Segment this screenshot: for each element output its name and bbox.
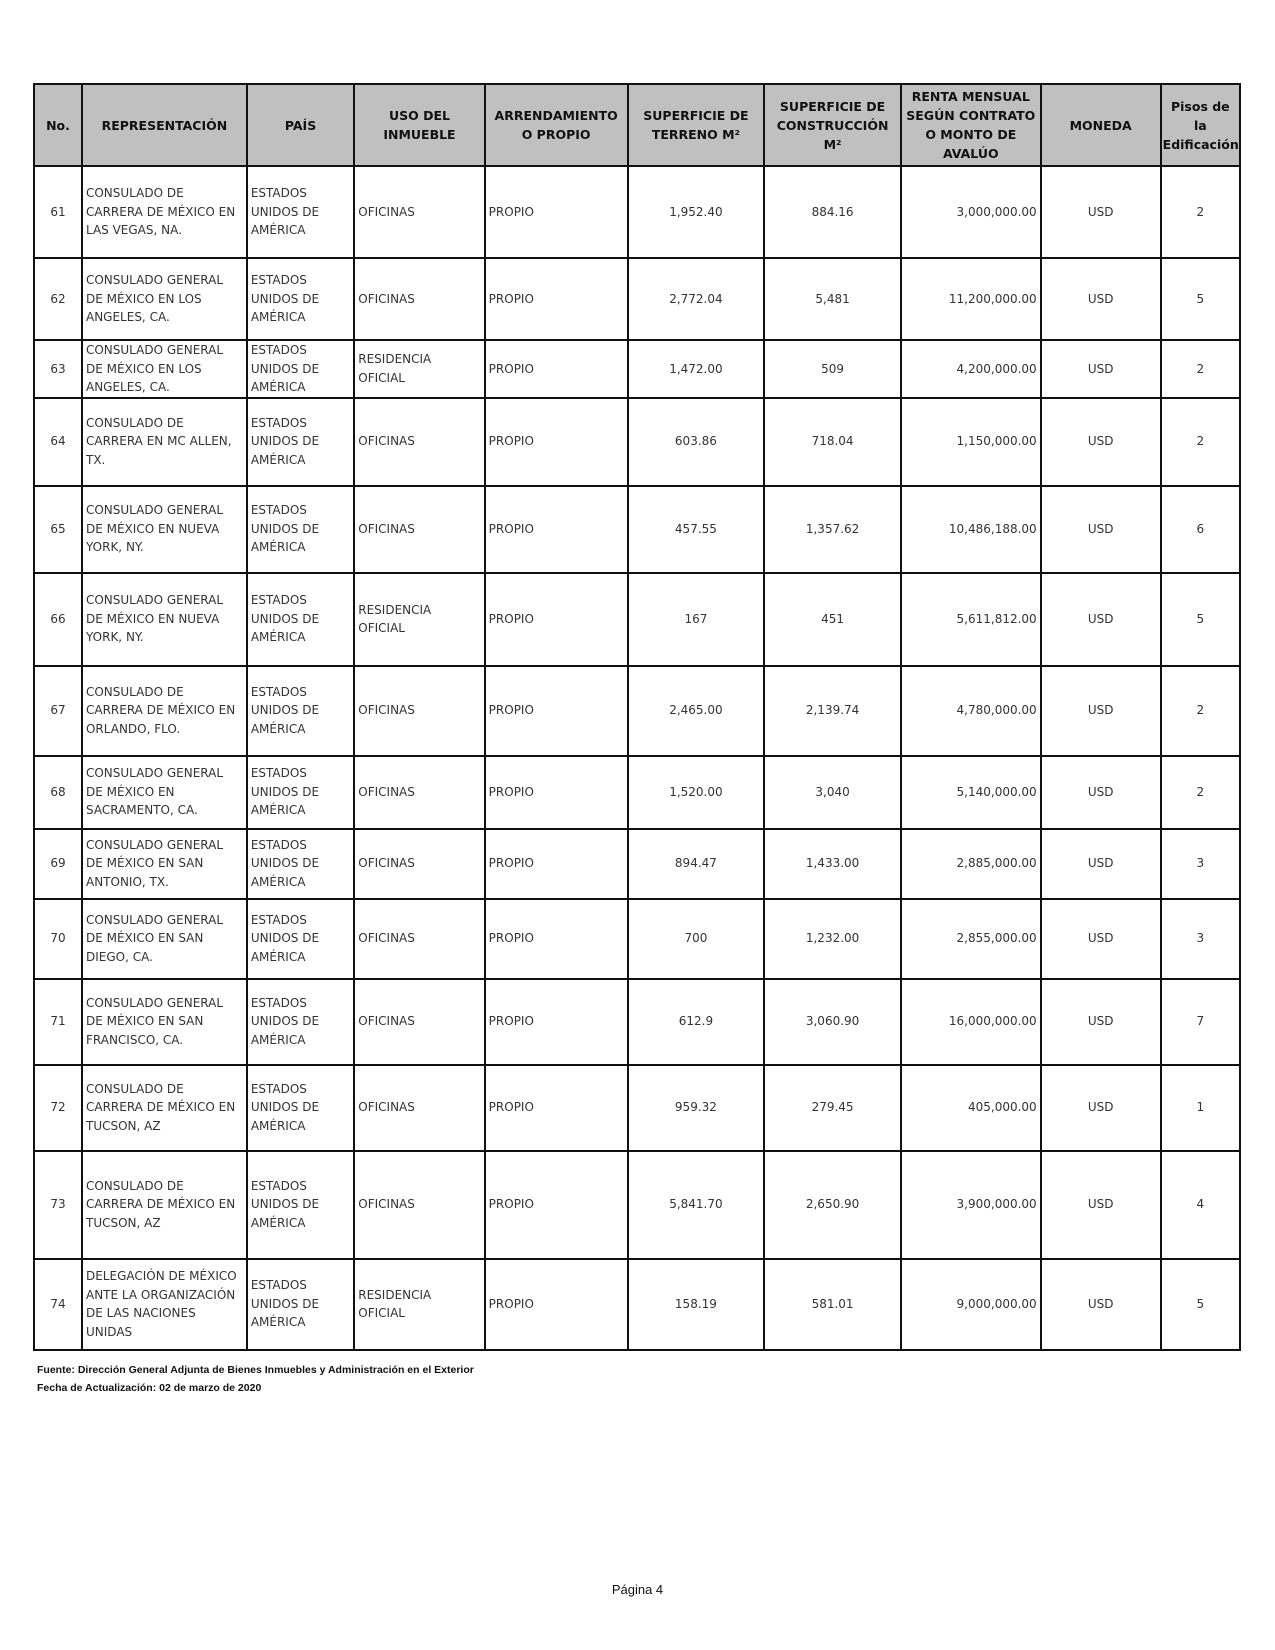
table-row: [34, 340, 1240, 398]
moneda-cell: USD: [1041, 1151, 1161, 1259]
pais-cell: ESTADOS UNIDOS DE AMÉRICA: [247, 1065, 354, 1151]
row-number: 74: [34, 1259, 82, 1350]
uso-cell: OFICINAS: [354, 398, 484, 486]
terreno-cell: 1,472.00: [628, 340, 765, 398]
terreno-cell: 612.9: [628, 979, 765, 1065]
uso-cell: OFICINAS: [354, 166, 484, 258]
table-row: [34, 573, 1240, 666]
construccion-cell: 581.01: [764, 1259, 901, 1350]
footer-fecha: Fecha de Actualización: 02 de marzo de 2020: [37, 1382, 262, 1394]
representacion-cell: CONSULADO GENERAL DE MÉXICO EN LOS ANGELES, CA.: [82, 340, 247, 398]
construccion-cell: 2,650.90: [764, 1151, 901, 1259]
row-number: 61: [34, 166, 82, 258]
uso-cell: OFICINAS: [354, 258, 484, 340]
representacion-cell: CONSULADO GENERAL DE MÉXICO EN SAN DIEGO, CA.: [82, 899, 247, 979]
pisos-cell: 3: [1161, 899, 1240, 979]
arrendamiento-cell: PROPIO: [485, 756, 628, 829]
moneda-cell: USD: [1041, 258, 1161, 340]
pisos-cell: 5: [1161, 1259, 1240, 1350]
header-uso: USO DEL INMUEBLE: [354, 84, 484, 166]
moneda-cell: USD: [1041, 1065, 1161, 1151]
table-row: [34, 899, 1240, 979]
uso-cell: OFICINAS: [354, 756, 484, 829]
pais-cell: ESTADOS UNIDOS DE AMÉRICA: [247, 258, 354, 340]
pisos-cell: 5: [1161, 573, 1240, 666]
row-number: 73: [34, 1151, 82, 1259]
pisos-cell: 3: [1161, 829, 1240, 899]
pais-cell: ESTADOS UNIDOS DE AMÉRICA: [247, 829, 354, 899]
construccion-cell: 1,357.62: [764, 486, 901, 573]
table-header-row: [34, 84, 1240, 166]
moneda-cell: USD: [1041, 899, 1161, 979]
arrendamiento-cell: PROPIO: [485, 829, 628, 899]
uso-cell: OFICINAS: [354, 979, 484, 1065]
construccion-cell: 5,481: [764, 258, 901, 340]
pisos-cell: 2: [1161, 756, 1240, 829]
pisos-cell: 6: [1161, 486, 1240, 573]
uso-cell: OFICINAS: [354, 899, 484, 979]
terreno-cell: 2,772.04: [628, 258, 765, 340]
construccion-cell: 279.45: [764, 1065, 901, 1151]
pais-cell: ESTADOS UNIDOS DE AMÉRICA: [247, 756, 354, 829]
header-pais: PAÍS: [247, 84, 354, 166]
representacion-cell: CONSULADO GENERAL DE MÉXICO EN SAN FRANCISCO, CA.: [82, 979, 247, 1065]
arrendamiento-cell: PROPIO: [485, 899, 628, 979]
terreno-cell: 457.55: [628, 486, 765, 573]
renta-cell: 2,885,000.00: [901, 829, 1041, 899]
pisos-cell: 4: [1161, 1151, 1240, 1259]
pisos-cell: 2: [1161, 340, 1240, 398]
moneda-cell: USD: [1041, 573, 1161, 666]
arrendamiento-cell: PROPIO: [485, 398, 628, 486]
table-row: [34, 1065, 1240, 1151]
footer-fuente: Fuente: Dirección General Adjunta de Bienes Inmuebles y Administración en el Exterior: [37, 1364, 474, 1376]
construccion-cell: 884.16: [764, 166, 901, 258]
row-number: 63: [34, 340, 82, 398]
uso-cell: RESIDENCIA OFICIAL: [354, 1259, 484, 1350]
construccion-cell: 3,040: [764, 756, 901, 829]
table-row: [34, 666, 1240, 756]
renta-cell: 1,150,000.00: [901, 398, 1041, 486]
pais-cell: ESTADOS UNIDOS DE AMÉRICA: [247, 398, 354, 486]
header-pisos: Pisos de la Edificación: [1161, 84, 1240, 166]
renta-cell: 16,000,000.00: [901, 979, 1041, 1065]
representacion-cell: DELEGACIÓN DE MÉXICO ANTE LA ORGANIZACIÓN DE LAS NACIONES UNIDAS: [82, 1259, 247, 1350]
uso-cell: OFICINAS: [354, 666, 484, 756]
representacion-cell: CONSULADO GENERAL DE MÉXICO EN NUEVA YORK, NY.: [82, 573, 247, 666]
terreno-cell: 959.32: [628, 1065, 765, 1151]
header-representacion: REPRESENTACIÓN: [82, 84, 247, 166]
pais-cell: ESTADOS UNIDOS DE AMÉRICA: [247, 573, 354, 666]
terreno-cell: 603.86: [628, 398, 765, 486]
row-number: 69: [34, 829, 82, 899]
header-moneda: MONEDA: [1041, 84, 1161, 166]
pais-cell: ESTADOS UNIDOS DE AMÉRICA: [247, 1259, 354, 1350]
representacion-cell: CONSULADO GENERAL DE MÉXICO EN SAN ANTONIO, TX.: [82, 829, 247, 899]
renta-cell: 3,000,000.00: [901, 166, 1041, 258]
representacion-cell: CONSULADO DE CARRERA EN MC ALLEN, TX.: [82, 398, 247, 486]
row-number: 71: [34, 979, 82, 1065]
construccion-cell: 2,139.74: [764, 666, 901, 756]
header-arrendamiento: ARRENDAMIENTO O PROPIO: [485, 84, 628, 166]
row-number: 67: [34, 666, 82, 756]
pais-cell: ESTADOS UNIDOS DE AMÉRICA: [247, 666, 354, 756]
renta-cell: 5,611,812.00: [901, 573, 1041, 666]
uso-cell: RESIDENCIA OFICIAL: [354, 573, 484, 666]
representacion-cell: CONSULADO GENERAL DE MÉXICO EN NUEVA YORK, NY.: [82, 486, 247, 573]
row-number: 65: [34, 486, 82, 573]
moneda-cell: USD: [1041, 979, 1161, 1065]
terreno-cell: 1,520.00: [628, 756, 765, 829]
terreno-cell: 5,841.70: [628, 1151, 765, 1259]
arrendamiento-cell: PROPIO: [485, 1065, 628, 1151]
representacion-cell: CONSULADO DE CARRERA DE MÉXICO EN LAS VEGAS, NA.: [82, 166, 247, 258]
row-number: 64: [34, 398, 82, 486]
uso-cell: RESIDENCIA OFICIAL: [354, 340, 484, 398]
renta-cell: 405,000.00: [901, 1065, 1041, 1151]
header-terreno: SUPERFICIE DE TERRENO M²: [628, 84, 765, 166]
pisos-cell: 2: [1161, 398, 1240, 486]
pisos-cell: 7: [1161, 979, 1240, 1065]
moneda-cell: USD: [1041, 666, 1161, 756]
table-row: [34, 979, 1240, 1065]
renta-cell: 11,200,000.00: [901, 258, 1041, 340]
table-row: [34, 829, 1240, 899]
arrendamiento-cell: PROPIO: [485, 666, 628, 756]
row-number: 70: [34, 899, 82, 979]
table-row: [34, 166, 1240, 258]
representacion-cell: CONSULADO DE CARRERA DE MÉXICO EN TUCSON, AZ: [82, 1151, 247, 1259]
uso-cell: OFICINAS: [354, 1065, 484, 1151]
table-row: [34, 1151, 1240, 1259]
construccion-cell: 451: [764, 573, 901, 666]
row-number: 62: [34, 258, 82, 340]
construccion-cell: 1,232.00: [764, 899, 901, 979]
arrendamiento-cell: PROPIO: [485, 1151, 628, 1259]
pais-cell: ESTADOS UNIDOS DE AMÉRICA: [247, 340, 354, 398]
arrendamiento-cell: PROPIO: [485, 486, 628, 573]
table-row: [34, 756, 1240, 829]
pais-cell: ESTADOS UNIDOS DE AMÉRICA: [247, 166, 354, 258]
terreno-cell: 2,465.00: [628, 666, 765, 756]
uso-cell: OFICINAS: [354, 486, 484, 573]
table-row: [34, 398, 1240, 486]
uso-cell: OFICINAS: [354, 829, 484, 899]
construccion-cell: 1,433.00: [764, 829, 901, 899]
terreno-cell: 700: [628, 899, 765, 979]
renta-cell: 2,855,000.00: [901, 899, 1041, 979]
representacion-cell: CONSULADO DE CARRERA DE MÉXICO EN ORLANDO, FLO.: [82, 666, 247, 756]
renta-cell: 4,780,000.00: [901, 666, 1041, 756]
table-row: [34, 486, 1240, 573]
moneda-cell: USD: [1041, 756, 1161, 829]
construccion-cell: 509: [764, 340, 901, 398]
moneda-cell: USD: [1041, 340, 1161, 398]
row-number: 68: [34, 756, 82, 829]
representacion-cell: CONSULADO GENERAL DE MÉXICO EN SACRAMENTO, CA.: [82, 756, 247, 829]
pisos-cell: 2: [1161, 166, 1240, 258]
representacion-cell: CONSULADO DE CARRERA DE MÉXICO EN TUCSON, AZ: [82, 1065, 247, 1151]
construccion-cell: 718.04: [764, 398, 901, 486]
moneda-cell: USD: [1041, 829, 1161, 899]
header-no: No.: [34, 84, 82, 166]
terreno-cell: 894.47: [628, 829, 765, 899]
pisos-cell: 1: [1161, 1065, 1240, 1151]
pais-cell: ESTADOS UNIDOS DE AMÉRICA: [247, 899, 354, 979]
header-construccion: SUPERFICIE DE CONSTRUCCIÓN M²: [764, 84, 901, 166]
arrendamiento-cell: PROPIO: [485, 979, 628, 1065]
pais-cell: ESTADOS UNIDOS DE AMÉRICA: [247, 1151, 354, 1259]
renta-cell: 9,000,000.00: [901, 1259, 1041, 1350]
renta-cell: 5,140,000.00: [901, 756, 1041, 829]
renta-cell: 10,486,188.00: [901, 486, 1041, 573]
table-row: [34, 258, 1240, 340]
pisos-cell: 2: [1161, 666, 1240, 756]
row-number: 72: [34, 1065, 82, 1151]
pisos-cell: 5: [1161, 258, 1240, 340]
arrendamiento-cell: PROPIO: [485, 166, 628, 258]
renta-cell: 3,900,000.00: [901, 1151, 1041, 1259]
table-row: [34, 1259, 1240, 1350]
moneda-cell: USD: [1041, 398, 1161, 486]
terreno-cell: 167: [628, 573, 765, 666]
terreno-cell: 1,952.40: [628, 166, 765, 258]
construccion-cell: 3,060.90: [764, 979, 901, 1065]
arrendamiento-cell: PROPIO: [485, 258, 628, 340]
moneda-cell: USD: [1041, 486, 1161, 573]
row-number: 66: [34, 573, 82, 666]
pais-cell: ESTADOS UNIDOS DE AMÉRICA: [247, 979, 354, 1065]
terreno-cell: 158.19: [628, 1259, 765, 1350]
representacion-cell: CONSULADO GENERAL DE MÉXICO EN LOS ANGELES, CA.: [82, 258, 247, 340]
page-number: Página 4: [611, 1582, 664, 1597]
renta-cell: 4,200,000.00: [901, 340, 1041, 398]
arrendamiento-cell: PROPIO: [485, 1259, 628, 1350]
arrendamiento-cell: PROPIO: [485, 340, 628, 398]
moneda-cell: USD: [1041, 1259, 1161, 1350]
pais-cell: ESTADOS UNIDOS DE AMÉRICA: [247, 486, 354, 573]
uso-cell: OFICINAS: [354, 1151, 484, 1259]
arrendamiento-cell: PROPIO: [485, 573, 628, 666]
header-renta: RENTA MENSUAL SEGÚN CONTRATO O MONTO DE AVALÚO: [901, 84, 1041, 166]
moneda-cell: USD: [1041, 166, 1161, 258]
inmuebles-table: [33, 83, 1241, 1351]
